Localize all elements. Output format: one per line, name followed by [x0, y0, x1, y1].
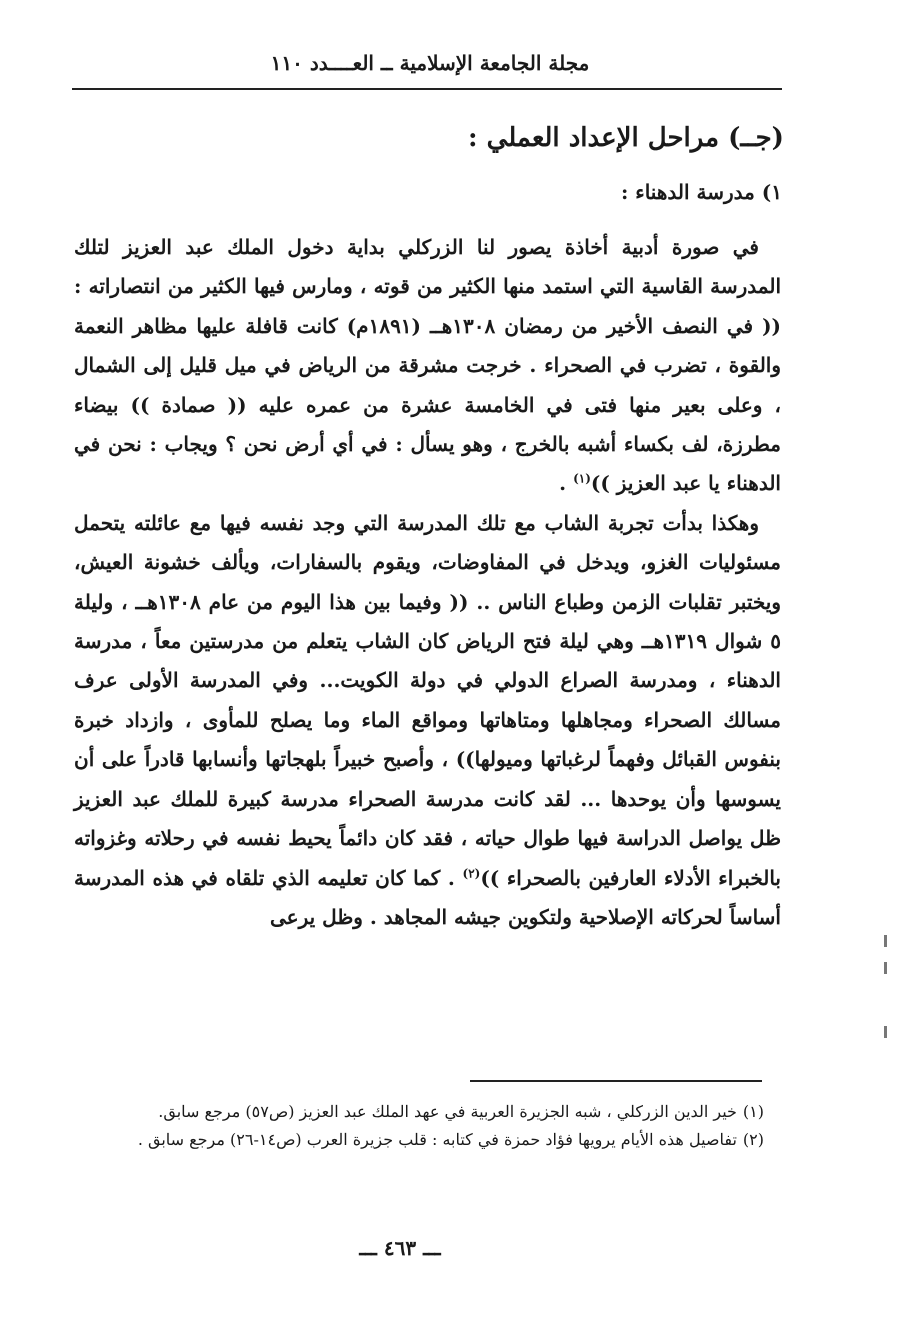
paragraph-2-text: وهكذا بدأت تجربة الشاب مع تلك المدرسة التي وجد نفسه فيها مع عائلته يتحمل مسئوليات الغزو، ويدخل في المفاوضات، ويقوم بالسفارات، ويألف خشونة العيش، ويختبر تقلبات الزمن وطباع الناس .. (( وفيما بين هذا اليوم من عام ١٣٠٨هــ ، وليلة ٥ شوال ١٣١٩هــ وهي ليلة فتح الرياض كان الشاب يتعلم من مدرستين معاً ، مدرسة الدهناء ، ومدرسة الصراع الدولي في دولة الكويت... وفي المدرسة الأولى عرف مسالك الصحراء ومجاهلها ومتاهاتها ومواقع الماء وما يصلح للمأوى ، وازداد خبرة بنفوس القبائل وفهماً لرغباتها وميولها)) ، وأصبح خبيراً بلهجاتها وأنسابها قادراً على أن يسوسها وأن يوحدها ... لقد كانت مدرسة الصحراء مدرسة كبيرة للملك عبد العزيز ظل يواصل الدراسة فيها طوال حياته ، فقد كان دائماً يحيط نفسه في رحلاته وغزواته بالخبراء الأدلاء العارفين بالصحراء )): [74, 510, 782, 890]
section-heading: (جــ) مراحل الإعداد العملي :: [468, 123, 784, 153]
footnote-2: [96, 1126, 764, 1154]
paragraph-1: [74, 228, 781, 504]
body-text: [74, 228, 781, 937]
sub-heading: ١) مدرسة الدهناء :: [620, 180, 782, 204]
footnote-ref-1: (١): [573, 471, 591, 486]
paragraph-1-text: في صورة أدبية أخاذة يصور لنا الزركلي بداية دخول الملك عبد العزيز لتلك المدرسة القاسية التي استمد منها الكثير من قوته ، ومارس فيها الكثير من انتصاراته : (( في النصف الأخير من رمضان ١٣٠٨هــ (١٨٩١م) كانت قافلة عليها مظاهر النعمة والقوة ، تضرب في الصحراء . خرجت مشرقة من الرياض في ميل قليل إلى الشمال ، وعلى بعير منها فتى في الخامسة عشرة من عمره عليه (( صمادة )) بيضاء مطرزة، لف بكساء أشبه بالخرج ، وهو يسأل : في أي أرض نحن ؟ ويجاب : نحن في الدهناء يا عبد العزيز )): [74, 235, 781, 496]
margin-mark: [884, 1026, 887, 1038]
paragraph-2-end: . كما كان تعليمه الذي تلقاه في هذه المدرسة أساساً لحركاته الإصلاحية ولتكوين جيشه المجاهد . وظل يرعى: [74, 865, 781, 929]
page-number: ـــ ٤٦٣ ـــ: [359, 1236, 441, 1260]
footnote-ref-2: (٢): [462, 865, 481, 880]
footnote-1-text: خير الدين الزركلي ، شبه الجزيرة العربية في عهد الملك عبد العزيز (ص٥٧) مرجع سابق.: [158, 1102, 737, 1121]
footnote-rule: [470, 1080, 762, 1082]
header-rule: [72, 88, 782, 90]
footnote-1-label: (١): [742, 1102, 764, 1121]
footnote-2-text: تفاصيل هذه الأيام يرويها فؤاد حمزة في كتابه : قلب جزيرة العرب (ص١٤-٢٦) مرجع سابق .: [137, 1130, 737, 1149]
footnote-1: [96, 1098, 764, 1126]
paragraph-2: [74, 504, 781, 937]
footnote-2-label: (٢): [742, 1130, 764, 1149]
margin-mark: [884, 935, 887, 947]
footnotes: [96, 1098, 764, 1154]
margin-mark: [884, 962, 887, 974]
paragraph-1-end: .: [559, 471, 574, 496]
running-header: مجلة الجامعة الإسلامية ــ العــــدد ١١٠: [270, 51, 590, 75]
